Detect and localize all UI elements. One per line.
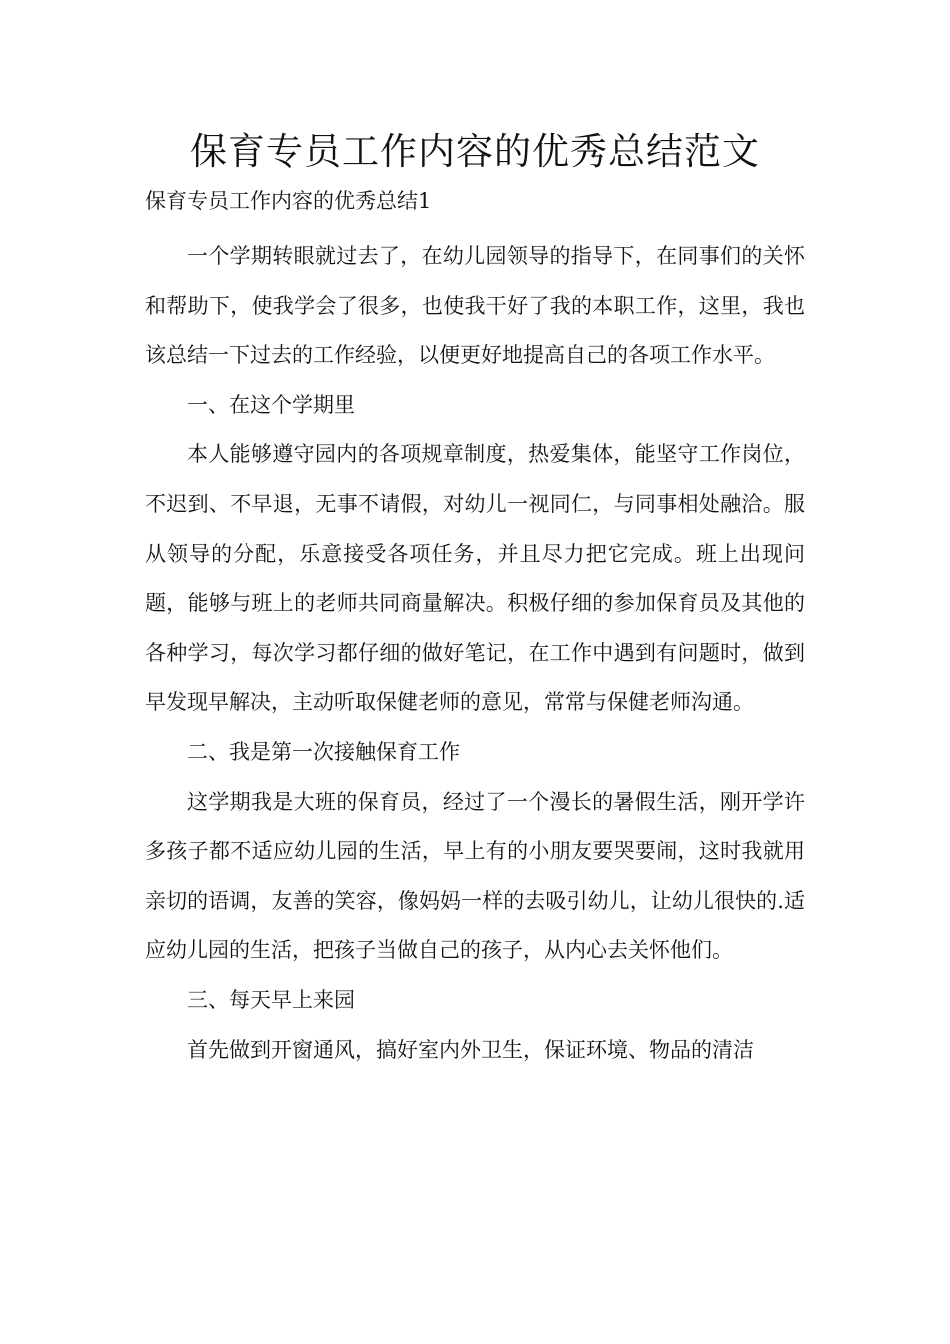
document-title: 保育专员工作内容的优秀总结范文 bbox=[190, 130, 760, 173]
document-body bbox=[145, 232, 805, 1075]
paragraph-intro: 一个学期转眼就过去了，在幼儿园领导的指导下，在同事们的关怀和帮助下，使我学会了很多，也使我干好了我的本职工作，这里，我也该总结一下过去的工作经验，以便更好地提高自己的各项工作水平。 bbox=[145, 244, 805, 368]
paragraph-section-3: 首先做到开窗通风，搞好室内外卫生，保证环境、物品的清洁 bbox=[187, 1037, 754, 1062]
paragraph-section-2: 这学期我是大班的保育员，经过了一个漫长的暑假生活，刚开学许多孩子都不适应幼儿园的生活，早上有的小朋友要哭要闹，这时我就用亲切的语调，友善的笑容，像妈妈一样的去吸引幼儿，让幼儿很快的.适应幼儿园的生活，把孩子当做自己的孩子，从内心去关怀他们。 bbox=[145, 789, 805, 963]
section-heading-3: 三、每天早上来园 bbox=[187, 987, 355, 1012]
document-subtitle: 保育专员工作内容的优秀总结1 bbox=[145, 189, 432, 213]
section-heading-1: 一、在这个学期里 bbox=[187, 392, 355, 417]
section-heading-2: 二、我是第一次接触保育工作 bbox=[187, 739, 460, 764]
paragraph-section-1: 本人能够遵守园内的各项规章制度，热爱集体，能坚守工作岗位，不迟到、不早退，无事不请假，对幼儿一视同仁，与同事相处融洽。服从领导的分配，乐意接受各项任务，并且尽力把它完成。班上出现问题，能够与班上的老师共同商量解决。积极仔细的参加保育员及其他的各种学习，每次学习都仔细的做好笔记，在工作中遇到有问题时，做到早发现早解决，主动听取保健老师的意见，常常与保健老师沟通。 bbox=[145, 442, 805, 715]
